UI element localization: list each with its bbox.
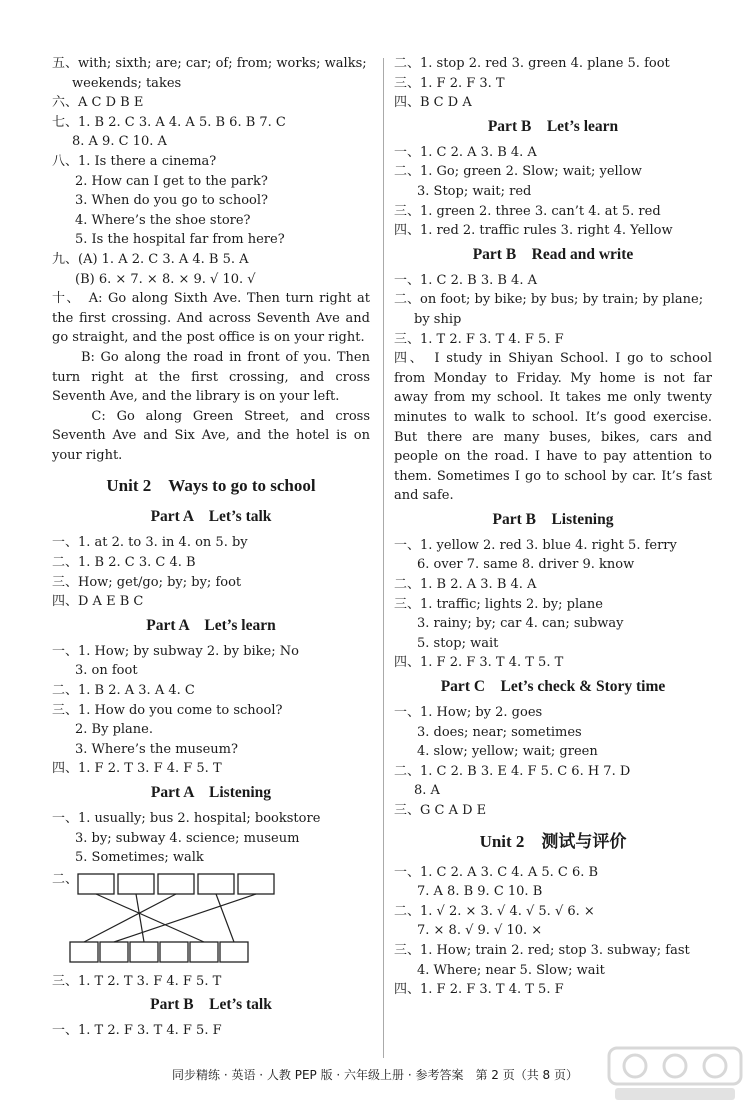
answer-line: 一、1. at 2. to 3. in 4. on 5. by	[52, 535, 248, 551]
matching-line	[136, 894, 144, 942]
matching-line	[84, 894, 176, 942]
answer-line: 5. Is the hospital far from here?	[75, 232, 285, 248]
answer-line: 五、with; sixth; are; car; of; from; works; walks;	[52, 56, 367, 71]
answer-line: 三、1. T 2. T 3. F 4. F 5. T	[52, 973, 222, 989]
answer-line: 5. Sometimes; walk	[75, 850, 204, 866]
answer-line: 四、1. F 2. F 3. T 4. T 5. F	[394, 982, 564, 998]
answer-line: 四、D A E B C	[52, 594, 144, 610]
unit-heading: Unit 2 测试与评价	[479, 831, 627, 851]
answer-line: 一、1. How; by subway 2. by bike; No	[52, 643, 299, 659]
watermark-logo	[605, 1044, 745, 1104]
answer-line: 7. × 8. √ 9. √ 10. ×	[417, 923, 543, 939]
matching-lines-svg	[52, 870, 352, 970]
top-picture-box	[198, 874, 234, 894]
answer-line: 四、1. red 2. traffic rules 3. right 4. Yellow	[394, 223, 673, 239]
unit-heading: Unit 2 Ways to go to school	[106, 476, 316, 496]
answer-line: 四、B C D A	[394, 95, 472, 111]
answer-line: 三、G C A D E	[394, 803, 487, 818]
answer-line: 一、1. C 2. B 3. B 4. A	[394, 272, 537, 288]
answer-line: 8. A 9. C 10. A	[72, 134, 167, 150]
top-picture-box	[158, 874, 194, 894]
answer-line: 3. by; subway 4. science; museum	[75, 830, 300, 846]
answer-line: 八、1. Is there a cinema?	[52, 153, 217, 169]
answer-line: by ship	[414, 311, 462, 327]
answer-line: 3. Stop; wait; red	[417, 183, 532, 199]
top-picture-box	[78, 874, 114, 894]
answer-paragraph: B: Go along the road in front of you. Then turn right at the first crossing, and cross Seventh Ave, and the library is on your left.	[52, 349, 370, 405]
bottom-word-box	[160, 942, 188, 962]
answer-line: 二、1. B 2. C 3. C 4. B	[52, 555, 196, 571]
answer-line: 二、1. Go; green 2. Slow; wait; yellow	[394, 164, 642, 180]
matching-line	[96, 894, 204, 942]
answer-line: 5. stop; wait	[417, 635, 499, 651]
answer-line: 九、(A) 1. A 2. C 3. A 4. B 5. A	[52, 251, 249, 267]
top-picture-box	[238, 874, 274, 894]
column-divider	[383, 58, 384, 1058]
answer-line: 3. Where’s the museum?	[75, 741, 238, 757]
answer-line: 三、1. green 2. three 3. can’t 4. at 5. red	[394, 203, 661, 219]
answer-line: 一、1. C 2. A 3. C 4. A 5. C 6. B	[394, 864, 599, 880]
answer-line: 4. slow; yellow; wait; green	[417, 744, 598, 760]
answer-paragraph: C: Go along Green Street, and cross Seventh Ave and Six Ave, and the hotel is on your right.	[52, 408, 370, 463]
answer-paragraph: 十、 A: Go along Sixth Ave. Then turn right at the first crossing. And across Seventh Ave and go straight, and the post office is on your right.	[52, 291, 370, 346]
answer-line: 三、1. How; train 2. red; stop 3. subway; fast	[394, 942, 690, 958]
answer-line: 六、A C D B E	[52, 95, 144, 111]
answer-line: 8. A	[414, 783, 440, 799]
section-heading: Part A Let’s talk	[150, 508, 272, 526]
answer-line: 7. A 8. B 9. C 10. B	[417, 884, 543, 900]
answer-line: 四、1. F 2. F 3. T 4. T 5. T	[394, 655, 564, 671]
bottom-word-box	[100, 942, 128, 962]
bottom-word-box	[220, 942, 248, 962]
section-heading: Part B Let’s learn	[487, 117, 619, 135]
answer-line: 一、1. yellow 2. red 3. blue 4. right 5. ferry	[394, 537, 677, 553]
answer-line: 一、1. How; by 2. goes	[394, 705, 543, 721]
section-heading: Part A Let’s learn	[146, 616, 276, 634]
answer-line: 3. on foot	[75, 663, 138, 679]
item-label: 二、	[52, 871, 79, 887]
section-heading: Part B Read and write	[472, 245, 634, 263]
top-picture-box	[118, 874, 154, 894]
section-heading: Part C Let’s check & Story time	[440, 678, 666, 696]
answer-line: 七、1. B 2. C 3. A 4. A 5. B 6. B 7. C	[52, 114, 286, 130]
section-heading: Part B Listening	[492, 510, 614, 528]
answer-line: 二、1. √ 2. × 3. √ 4. √ 5. √ 6. ×	[394, 903, 595, 919]
section-heading: Part A Listening	[150, 784, 272, 801]
right-column	[394, 54, 712, 1000]
answer-line: 三、1. traffic; lights 2. by; plane	[394, 596, 603, 612]
answer-line: weekends; takes	[72, 75, 182, 91]
answer-line: 4. Where; near 5. Slow; wait	[417, 962, 605, 978]
matching-line	[114, 894, 256, 942]
answer-line: 二、1. B 2. A 3. A 4. C	[52, 683, 195, 699]
answer-line: 2. How can I get to the park?	[75, 173, 268, 189]
answer-line: (B) 6. × 7. × 8. × 9. √ 10. √	[75, 271, 256, 287]
answer-line: 6. over 7. same 8. driver 9. know	[417, 557, 635, 573]
answer-line: 三、1. How do you come to school?	[52, 702, 283, 718]
answer-line: 一、1. C 2. A 3. B 4. A	[394, 144, 537, 160]
page-footer: 同步精练 · 英语 · 人教 PEP 版 · 六年级上册 · 参考答案 第 2 页（共 8 页）	[172, 1068, 578, 1082]
answer-line: 三、1. F 2. F 3. T	[394, 75, 505, 91]
answer-line: 三、1. T 2. F 3. T 4. F 5. F	[394, 331, 564, 347]
left-column	[52, 54, 370, 1041]
matching-diagram	[52, 870, 370, 970]
answer-line: 二、1. B 2. A 3. B 4. A	[394, 577, 537, 593]
answer-line: 三、How; get/go; by; by; foot	[52, 574, 242, 590]
bottom-word-box	[130, 942, 158, 962]
bottom-word-box	[70, 942, 98, 962]
answer-paragraph: 四、 I study in Shiyan School. I go to school from Monday to Friday. My home is not far away from my school. It takes me only twenty minutes to walk to school. It’s good exercise. But there are many buses, bikes, cars and people on the road. I have to pay attention to them. Sometimes I go to school by car. It’s fast and safe.	[394, 351, 712, 504]
answer-line: 四、1. F 2. T 3. F 4. F 5. T	[52, 761, 222, 777]
answer-line: 2. By plane.	[75, 722, 153, 738]
answer-line: 二、1. stop 2. red 3. green 4. plane 5. foot	[394, 56, 670, 71]
section-heading: Part B Let’s talk	[150, 996, 272, 1014]
answer-line: 3. rainy; by; car 4. can; subway	[417, 616, 624, 632]
bottom-word-box	[190, 942, 218, 962]
matching-line	[216, 894, 234, 942]
answer-line: 一、1. T 2. F 3. T 4. F 5. F	[52, 1023, 222, 1039]
answer-line: 3. does; near; sometimes	[417, 724, 582, 740]
answer-line: 3. When do you go to school?	[75, 193, 268, 209]
answer-line: 二、1. C 2. B 3. E 4. F 5. C 6. H 7. D	[394, 763, 631, 779]
answer-line: 二、on foot; by bike; by bus; by train; by plane;	[394, 292, 704, 308]
answer-line: 4. Where’s the shoe store?	[75, 212, 251, 228]
answer-line: 一、1. usually; bus 2. hospital; bookstore	[52, 811, 321, 826]
